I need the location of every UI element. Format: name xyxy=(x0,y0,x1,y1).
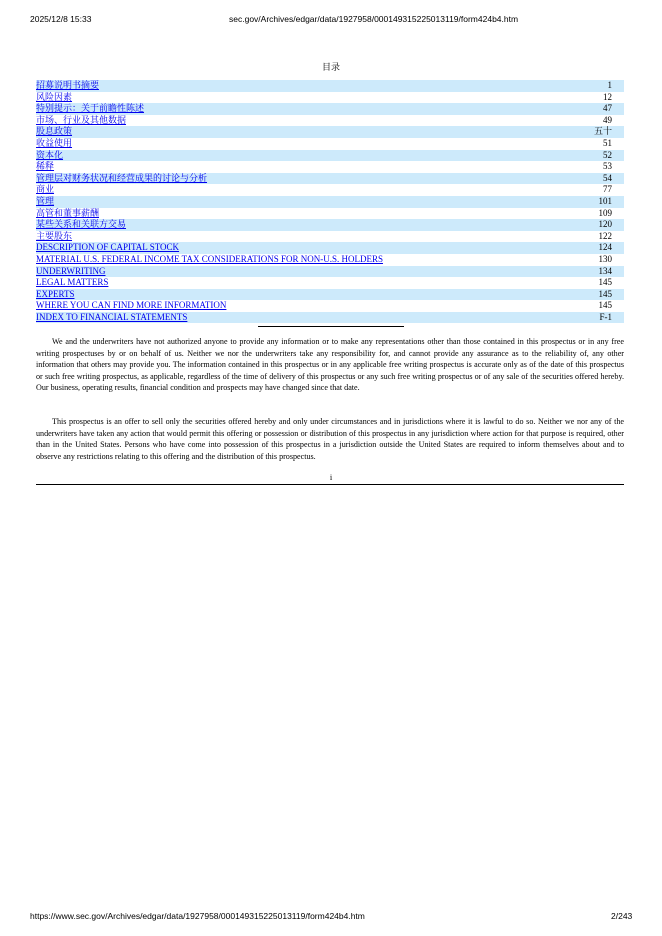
toc-row xyxy=(36,115,624,127)
toc-page: 134 xyxy=(598,265,612,276)
toc-link[interactable]: 招募说明书摘要 xyxy=(36,80,100,90)
toc-link[interactable]: INDEX TO FINANCIAL STATEMENTS xyxy=(36,311,188,322)
toc-row xyxy=(36,173,624,185)
separator xyxy=(258,326,404,327)
toc-row xyxy=(36,300,624,312)
toc-link[interactable]: MATERIAL U.S. FEDERAL INCOME TAX CONSIDERATIONS FOR NON-U.S. HOLDERS xyxy=(36,253,383,264)
toc-link[interactable]: LEGAL MATTERS xyxy=(36,277,109,288)
toc-page: 1 xyxy=(607,80,612,90)
toc-page: 47 xyxy=(603,103,612,114)
toc-row xyxy=(36,277,624,289)
toc-row xyxy=(36,126,624,138)
toc-row xyxy=(36,312,624,324)
toc-row xyxy=(36,138,624,150)
toc-link[interactable]: DESCRIPTION OF CAPITAL STOCK xyxy=(36,242,180,253)
toc-page: 145 xyxy=(598,288,612,299)
toc-row xyxy=(36,196,624,208)
toc-row xyxy=(36,254,624,266)
toc-row xyxy=(36,92,624,104)
toc-link[interactable]: 管理层对财务状况和经营成果的讨论与分析 xyxy=(36,172,208,183)
toc-link[interactable]: 主要股东 xyxy=(36,230,73,241)
toc-row xyxy=(36,80,624,92)
toc-page: 54 xyxy=(603,172,612,183)
toc-link[interactable]: 特别提示：关于前瞻性陈述 xyxy=(36,103,145,114)
toc-page: 145 xyxy=(598,277,612,288)
page-number: i xyxy=(329,472,333,482)
toc-page: 122 xyxy=(598,230,612,241)
toc-link[interactable]: 商业 xyxy=(36,184,55,195)
toc-row xyxy=(36,231,624,243)
offer-paragraph: This prospectus is an offer to sell only the securities offered hereby and only under circumstances and in jurisdictions where it is lawful to do so. Neither we nor any of the underwriters have taken any action that would permit this offering or possession or distribution of this prospectus in any jurisdiction where action for that purpose is required, other than in the United States. Persons who have come into possession of this prospectus in a jurisdiction outside the United States are required to inform themselves about and to observe any restrictions relating to this offering and the distribution of this prospectus. xyxy=(36,417,624,461)
toc-row xyxy=(36,184,624,196)
print-page-count: 2/243 xyxy=(611,911,633,921)
toc-row xyxy=(36,103,624,115)
page-rule xyxy=(36,484,624,485)
toc-row xyxy=(36,208,624,220)
toc-link[interactable]: 市场、行业及其他数据 xyxy=(36,114,127,125)
toc-link[interactable]: WHERE YOU CAN FIND MORE INFORMATION xyxy=(36,300,227,311)
toc-link[interactable]: UNDERWRITING xyxy=(36,265,106,276)
toc-page: 49 xyxy=(603,114,612,125)
toc-link[interactable]: 股息政策 xyxy=(36,126,73,137)
toc-link[interactable]: 管理 xyxy=(36,195,55,206)
toc-page: 12 xyxy=(603,91,612,102)
toc-link[interactable]: 资本化 xyxy=(36,149,64,160)
toc-row xyxy=(36,242,624,254)
toc-page: 五十 xyxy=(593,126,612,137)
toc-page: 51 xyxy=(603,137,612,148)
toc-page: 120 xyxy=(598,219,612,230)
toc-page: 101 xyxy=(598,195,612,206)
toc-row xyxy=(36,266,624,278)
toc-page: 130 xyxy=(598,253,612,264)
toc-link[interactable]: 某些关系和关联方交易 xyxy=(36,219,127,230)
toc-link[interactable]: 稀释 xyxy=(36,161,55,172)
toc-link[interactable]: 风险因素 xyxy=(36,91,73,102)
toc-title: 目录 xyxy=(321,62,340,72)
disclaimer-paragraph: We and the underwriters have not authorized anyone to provide any information or to make any representations other than those contained in this prospectus or in any free writing prospectuses by or on behalf of us. Neither we nor the underwriters take any responsibility for, and cannot provide any assurance as to the reliability of, any other information that others may provide you. The information contained in this prospectus or in any applicable free writing prospectus is accurate only as of the date of this prospectus or such free writing prospectus, as applicable, regardless of the time of delivery of this prospectus or any such free writing prospectus or of any sale of the securities offered hereby. Our business, operating results, financial condition and prospects may have changed since that date. xyxy=(36,337,624,392)
toc-page: 52 xyxy=(603,149,612,160)
toc-row xyxy=(36,289,624,301)
toc-page: 145 xyxy=(598,300,612,311)
toc-link[interactable]: 收益使用 xyxy=(36,137,73,148)
toc-page: 124 xyxy=(598,242,612,253)
toc-page: F-1 xyxy=(599,311,612,322)
toc-page: 77 xyxy=(603,184,612,195)
toc-link[interactable]: EXPERTS xyxy=(36,288,75,299)
toc-row xyxy=(36,161,624,173)
toc-row xyxy=(36,219,624,231)
print-title: sec.gov/Archives/edgar/data/1927958/000149315225013119/form424b4.htm xyxy=(229,14,519,24)
toc-link[interactable]: 高管和董事薪酬 xyxy=(36,207,100,218)
print-url: https://www.sec.gov/Archives/edgar/data/1927958/000149315225013119/form424b4.htm xyxy=(30,911,365,921)
toc-row xyxy=(36,150,624,162)
toc-page: 109 xyxy=(598,207,612,218)
table-of-contents xyxy=(36,80,624,323)
print-datetime: 2025/12/8 15:33 xyxy=(30,14,92,24)
toc-page: 53 xyxy=(603,161,612,172)
